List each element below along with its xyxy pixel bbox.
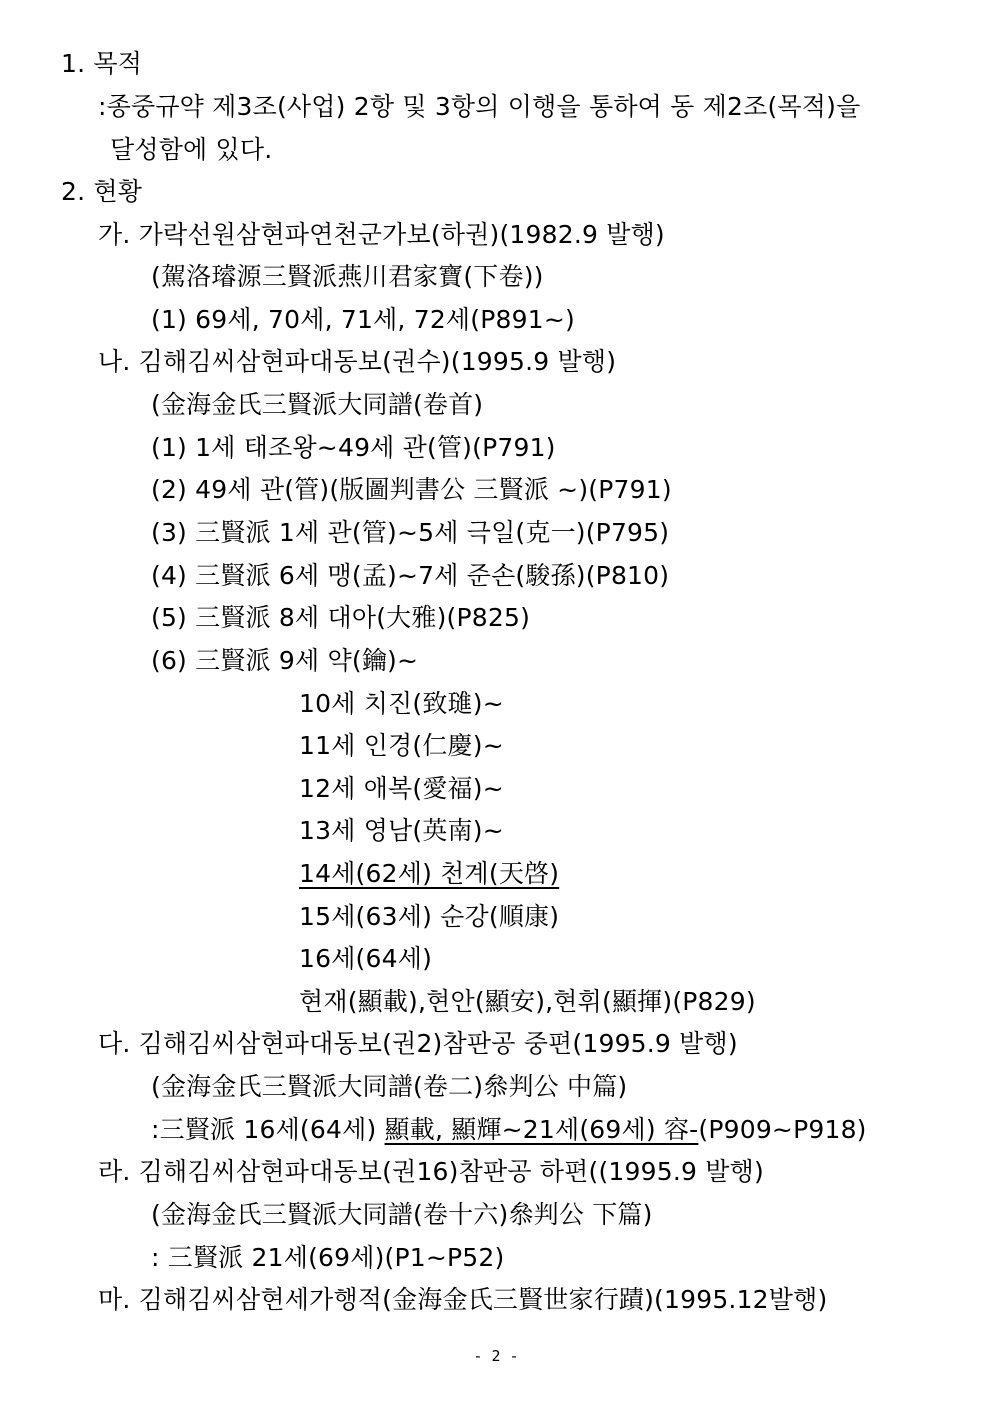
page-number: - 2 - [473,1347,519,1365]
item-da-hanja: (金海金氏三賢派大同譜(卷二)叅判公 中篇) [151,1072,628,1101]
item-na-sub-3: (3) 三賢派 1세 관(管)~5세 극일(克一)(P795) [151,518,670,547]
item-da-note-suffix: (P909~P918) [698,1115,867,1144]
item-na-sub-2: (2) 49세 관(管)(版圖判書公 三賢派 ~)(P791) [151,475,672,504]
item-da-note [151,1110,867,1150]
item-ra-title: 라. 김해김씨삼현파대동보(권16)참판공 하편((1995.9 발행) [98,1157,764,1186]
item-da-title: 다. 김해김씨삼현파대동보(권2)참판공 중편(1995.9 발행) [98,1029,738,1058]
item-ra-hanja: (金海金氏三賢派大同譜(卷十六)叅判公 下篇) [151,1200,653,1229]
item-na-sub-1: (1) 1세 태조왕~49세 관(管)(P791) [151,433,556,462]
item-na-hanja: (金海金氏三賢派大同譜(卷首) [151,390,484,419]
item-ra-note: : 三賢派 21세(69세)(P1~P52) [151,1243,505,1272]
section-1-heading: 1. 목적 [61,49,143,78]
item-ma-title: 마. 김해김씨삼현세가행적(金海金氏三賢世家行蹟)(1995.12발행) [98,1285,828,1314]
generation-line-underlined: 14세(62세) 천계(天啓) [299,859,560,888]
generation-line: 10세 치진(致璡)~ [299,689,504,718]
item-ga-hanja: (駕洛璿源三賢派燕川君家寶(下卷)) [151,262,544,291]
generation-line: 13세 영남(英南)~ [299,816,504,845]
generation-line: 16세(64세) [299,944,433,973]
generation-line: 현재(顯載),현안(顯安),현휘(顯揮)(P829) [299,987,756,1016]
item-na-title: 나. 김해김씨삼현파대동보(권수)(1995.9 발행) [98,347,617,376]
section-2-heading: 2. 현황 [61,177,143,206]
item-da-note-underlined: 顯載, 顯輝~21세(69세) 容- [384,1115,699,1144]
generation-line: 15세(63세) 순강(順康) [299,902,560,931]
section-1-text-line-1: :종중규약 제3조(사업) 2항 및 3항의 이행을 통하여 동 제2조(목적)을 [98,92,861,121]
generation-line: 12세 애복(愛福)~ [299,774,504,803]
item-ga-sub-1: (1) 69세, 70세, 71세, 72세(P891~) [151,305,575,334]
item-na-sub-4: (4) 三賢派 6세 맹(孟)~7세 준손(駿孫)(P810) [151,561,670,590]
item-da-note-prefix: :三賢派 16세(64세) [151,1115,385,1144]
generation-line: 11세 인경(仁慶)~ [299,731,504,760]
item-ga-title: 가. 가락선원삼현파연천군가보(하권)(1982.9 발행) [98,220,665,249]
item-na-sub-6: (6) 三賢派 9세 약(鑰)~ [151,646,419,675]
item-na-sub-5: (5) 三賢派 8세 대아(大雅)(P825) [151,603,531,632]
section-1-text-line-2: 달성함에 있다. [110,135,273,164]
